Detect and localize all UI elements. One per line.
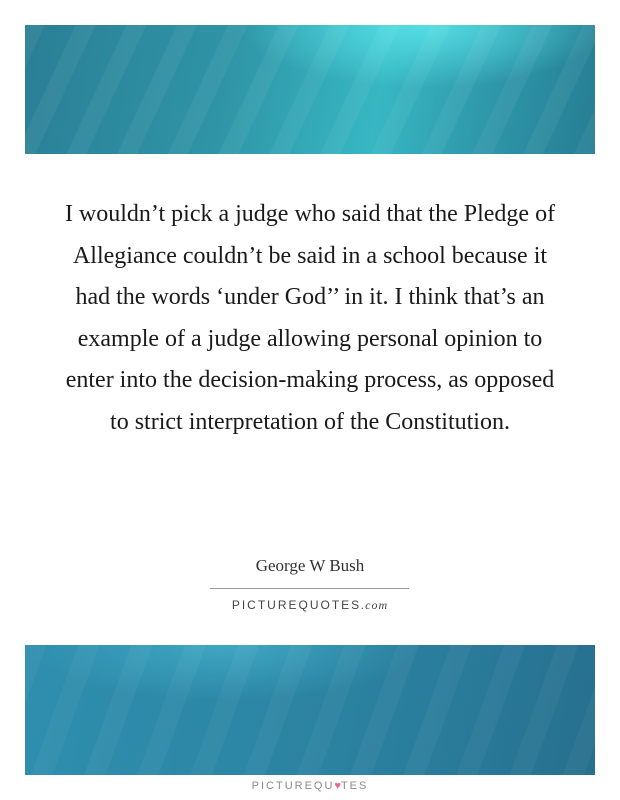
quote-author: George W Bush bbox=[255, 556, 365, 575]
top-banner-image bbox=[25, 25, 595, 154]
watermark-suffix: .com bbox=[361, 598, 389, 612]
footer-logo bbox=[0, 780, 620, 792]
bottom-banner-image bbox=[25, 645, 595, 775]
site-watermark bbox=[210, 598, 410, 613]
footer-logo-left: PICTUREQU bbox=[251, 780, 335, 792]
watermark-brand: PICTUREQUOTES bbox=[231, 598, 362, 612]
quote-text: I wouldn’t pick a judge who said that the Pledge of Allegiance couldn’t be said in a school because it had the words ‘under God’’ in it. I think that’s an example of a judge allowing personal opinion to enter into the decision-making process, as opposed to strict interpretation of the Constitution. bbox=[64, 201, 556, 435]
author-divider bbox=[210, 588, 409, 589]
heart-icon: ♥ bbox=[334, 780, 341, 792]
footer-logo-right: TES bbox=[340, 780, 369, 792]
